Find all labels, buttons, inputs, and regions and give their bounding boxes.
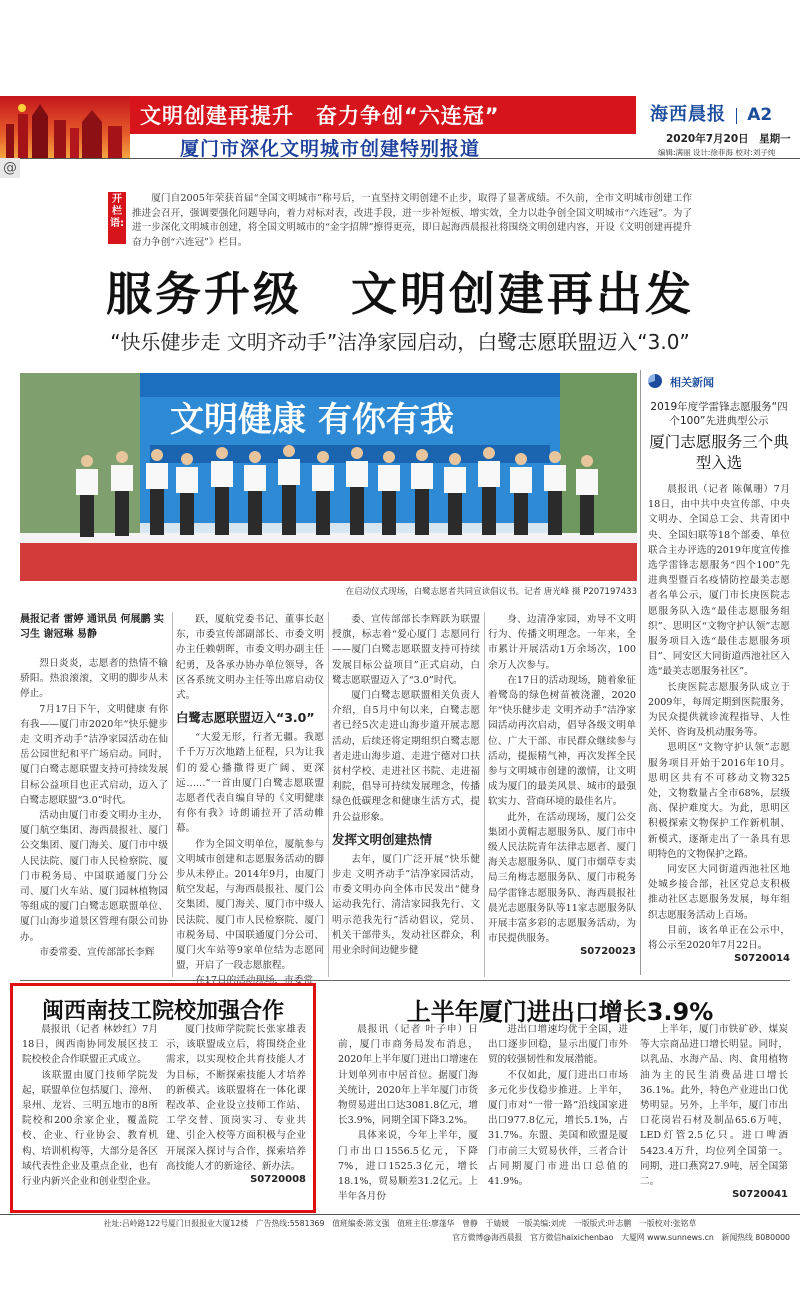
article-col-3b-text	[332, 852, 480, 958]
article-col-1	[20, 612, 168, 960]
paragraph: 作为全国文明单位，厦航参与文明城市创建和志愿服务活动的脚步从未停止。2014年9月，由厦门航空发起，与海西晨报社、厦门公交集团、厦门海关、厦门市中级人民法院、厦门市人民检察院、厦门市税务局、中国联通厦门分公司、厦门火车站等9家单位结为志愿同盟，开启了一段志愿旅程。	[176, 838, 324, 972]
main-article-code: S0720023	[580, 946, 636, 958]
article-col-4	[488, 612, 636, 957]
paragraph: 晨报讯（记者 叶子申）日前，厦门市商务局发布消息，2020年上半年厦门进出口增速在计划单列市中居首位。据厦门海关统计，2020年上半年厦门市货物贸易进出口达3081.8亿元，增长3.9%，同期全国下降3.2%。	[338, 1024, 478, 1127]
paragraph: “大爱无形，行者无疆。我愿千千万万次地踏上征程，只为让我们的爱心播撒得更广阔、更深远……”一首由厦门白鹭志愿联盟志愿者代表自编自导的《文明健康 有你有我》诗朗诵拉开了活动帷幕。	[176, 732, 324, 835]
article-col-4-text	[488, 612, 636, 946]
paragraph: 去年，厦门广泛开展“快乐健步走 文明齐动手”洁净家园活动，市委文明办向全体市民发出“健身运动我先行、清洁家园我先行、文明示范我先行”活动倡议，党员、机关干部带头，发动社区群众，利用业余时间边健步健	[332, 853, 480, 957]
sidebar-headline-small: 2019年度学雷锋志愿服务“四个100”先进典型公示	[650, 401, 788, 427]
pie-icon	[648, 374, 662, 388]
main-byline: 晨报记者 雷婷 通讯员 何展鹏 实习生 谢冠琳 易静	[20, 614, 164, 640]
paragraph: 该联盟由厦门技师学院发起，联盟单位包括厦门、漳州、泉州、龙岩、三明五地市的8所院校和200余家企业，覆盖院校、企业、行业协会、教育机构、培训机构等，大部分是各区域代表性企业及重点企业，也有行业内新兴企业和创业型企业。	[22, 1069, 158, 1188]
footer-credits: 社址:吕岭路122号厦门日报报业大厦12楼 广告热线:5581369 值班编委:陈文强 值班主任:廖蓬华 曾静 于婧媛 一版美编:刘虎 一版版式:叶志鹏 一版校对:张铭草	[103, 1219, 697, 1228]
paragraph: 长庚医院志愿服务队成立于2009年，每周定期到医院服务，为民众提供就诊流程指导、人性关怀、咨询及机动服务等。	[648, 681, 790, 739]
paragraph: 目前，该名单正在公示中，将公示至2020年7月22日。	[648, 924, 790, 952]
article-col-2b-text	[176, 730, 324, 988]
paragraph: 市委常委、宣传部部长李辉	[39, 946, 155, 958]
paragraph: 同安区大同街道西池社区地处城乡接合部，社区党总支积极推动社区志愿服务发展，每年组织志愿服务活动上百场。	[648, 864, 790, 921]
skyline-illustration	[0, 96, 130, 158]
story2-code: S0720008	[250, 1174, 306, 1186]
paragraph: 在17日的活动现场，随着象征着鹭岛的绿色树苗被浇灌，2020年“快乐健步走 文明齐动手”洁净家园活动再次启动，倡导各级文明单位、广大干部、市民群众继续参与活动，提振精气神，再次发挥全民参与文明城市创建的激情，让文明成为厦门的最美风景、城市的最强软实力、营商环境的最佳名片。	[488, 674, 636, 808]
subhead-enthusiasm: 发挥文明创建热情	[332, 831, 433, 847]
paragraph: 不仅如此，厦门进出口市场多元化步伐稳步推进。上半年，厦门市对“一带一路”沿线国家进出口977.8亿元，增长5.1%，占31.7%。东盟、美国和欧盟是厦门市前三大贸易伙伴，三者合计占同期厦门市进出口总值的41.9%。	[488, 1069, 628, 1188]
article-col-3	[332, 612, 480, 958]
sidebar-body	[648, 482, 790, 953]
page-number: A2	[747, 105, 773, 125]
paragraph: 厦门白鹭志愿联盟相关负责人介绍，自5月中旬以来，白鹭志愿者已经5次走进山海步道开展志愿活动，后续还将定期组织白鹭志愿者走进山海步道、走进宁德对口扶贫村学校、走进社区书院、走进福利院，倡导可持续发展理念，传播绿色低碳理念和健康生活方式，提升公益形象。	[332, 690, 480, 823]
paragraph: 晨报讯（记者 林妙红）7月18日，闽西南协同发展区技工院校校企合作联盟正式成立。	[22, 1024, 158, 1066]
paragraph: 烈日炎炎，志愿者的热情不输骄阳。热浪滚滚，文明的脚步从未停止。	[20, 658, 168, 700]
banner-left-skyline	[0, 96, 130, 158]
paragraph: 跃，厦航党委书记、董事长赵东，市委宣传部副部长、市委文明办主任赖朝晖，市委文明办副主任纪勇，及各承办协办单位领导，各区各系统文明办主任等出席启动仪式。	[176, 614, 324, 702]
story3-col-1-text	[338, 1022, 478, 1204]
story2-col-2-text	[166, 1022, 306, 1174]
story3-code: S0720041	[732, 1189, 788, 1201]
sidebar-headline-big: 厦门志愿服务三个典型入选	[649, 433, 789, 472]
paragraph: 7月17日下午，文明健康 有你有我——厦门市2020年“快乐健步走 文明齐动手”洁净家园活动在仙岳公园世纪和平广场启动。同时，厦门白鹭志愿联盟支持可持续发展目标公益项目也正式启动，迈入了白鹭志愿联盟“3.0”时代。	[20, 703, 168, 806]
paragraph: 具体来说，今年上半年，厦门市出口1556.5亿元，下降7%，进口1525.3亿元，增长18.1%，贸易顺差31.2亿元。上半年各月份	[338, 1130, 478, 1203]
paragraph: 晨报讯（记者 陈佩珊）7月18日，由中共中央宣传部、中央文明办、全国总工会、共青团中央、全国妇联等18个部委、单位联合主办评选的2019年度宣传推选学雷锋志愿服务“四个100”先进典型暨百名疫情防控最美志愿者名单公示，厦门市长庚医院志愿服务队入选“最佳志愿服务组织”、思明区“文物守护认领”志愿服务项目入选“最佳志愿服务项目”、同安区大同街道西池社区入选“最美志愿服务社区”。	[648, 484, 790, 678]
event-photo-scene	[20, 373, 637, 581]
paragraph: 上半年，厦门市铁矿砂、煤炭等大宗商品进口增长明显。同时，以乳品、水海产品、肉、食用植物油为主的民生消费品进口增长36.1%。此外，特色产业进出口优势明显。另外，上半年，厦门市出口花岗岩石材及制品65.6万吨，LED灯管2.5亿只。进口啤酒5423.4万升，均位列全国第一。同期，进口燕窝27.9吨，居全国第二。	[640, 1024, 788, 1188]
intro-label: 开栏语:	[108, 192, 126, 244]
paragraph: 进出口增速均优于全国，进出口逐步回稳，显示出厦门市外贸的较强韧性和发展潜能。	[488, 1024, 628, 1066]
sidebar-code: S0720014	[734, 953, 790, 965]
paragraph: 厦门技师学院院长张家雄表示，该联盟成立后，将围绕企业需求，以实现校企共育技能人才为目标，不断探索技能人才培养的新模式。该联盟将在一体化课程改革、企业设立技师工作站、工学交替、顶岗实习、专业共建、引企入校等方面积极与企业开展深入探讨与合作，探索培养高技能人才的新途径、新办法。	[166, 1024, 306, 1172]
paragraph: 委、宣传部部长李辉跃为联盟授旗，标志着“爱心厦门 志愿同行——厦门白鹭志愿联盟支持可持续发展目标公益项目”正式启动，白鹭志愿联盟迈入了“3.0”时代。	[332, 614, 480, 686]
paragraph: 思明区“文物守护认领”志愿服务项目开始于2016年10月。思明区共有不可移动文物325处，文物数量占全市68%，层级高、保护难度大。为此，思明区积极探索文物保护工作新机制、新模式，逐渐走出了一条具有思明特色的文物保护之路。	[648, 742, 790, 860]
story3-col-3	[640, 1022, 788, 1200]
main-headline: 服务升级 文明创建再出发	[106, 267, 694, 321]
related-news-sidebar	[648, 372, 790, 964]
article-col-2	[176, 612, 324, 989]
at-icon: @	[0, 158, 20, 178]
story3-col-1	[338, 1022, 478, 1204]
paragraph: 此外，在活动现场，厦门公交集团小黄帽志愿服务队、厦门市中级人民法院青年法律志愿者、厦门海关志愿服务队、厦门市烟草专卖局三角梅志愿服务队、厦门市税务局学雷锋志愿服务队、海西晨报社晨光志愿服务队等11家志愿服务队开展丰富多彩的志愿服务活动，为市民提供服务。	[488, 811, 636, 945]
issue-date: 2020年7月20日 星期一	[666, 133, 791, 145]
article-col-2a-text	[176, 612, 324, 703]
related-news-header	[648, 372, 790, 392]
story2-col-1	[22, 1022, 158, 1189]
story3-col-2-text	[488, 1022, 628, 1189]
story2-col-2	[166, 1022, 306, 1185]
story2-headline: 闽西南技工院校加强合作	[41, 999, 284, 1024]
paragraph: 身、边清净家园，劝导不文明行为、传播文明理念。一年来，全市累计开展活动1万余场次，100余万人次参与。	[488, 614, 636, 671]
intro-text: 厦门自2005年荣获首届“全国文明城市”称号后，一直坚持文明创建不止步，取得了显著成绩。不久前，全市文明城市创建工作推进会召开，强调要强化问题导向，着力对标对表，改进手段，进一步补短板、增实效，全力以赴争创全国文明城市“六连冠”。为了进一步深化文明城市创建，将全国文明城市的“金字招牌”擦得更亮，即日起海西晨报社将围绕文明创建内容，开设《文明创建再提升 奋力争创“六连冠”》栏目。	[132, 193, 702, 248]
editors-credit: 编辑:满丽 设计:徐菲海 校对:刘子纯	[658, 148, 776, 157]
paragraph: 活动由厦门市委文明办主办，厦门航空集团、海西晨报社、厦门公交集团、厦门海关、厦门市中级人民法院、厦门市人民检察院、厦门市税务局、中国联通厦门分公司、厦门火车站、厦门园林植物园等组成的厦门白鹭志愿联盟单位、厦门山海步道景区管理有限公司协办。	[20, 810, 168, 943]
photo-caption: 在启动仪式现场，白鹭志愿者共同宣读倡议书。记者 唐光峰 摄 P207197433	[345, 587, 637, 597]
header-banner	[0, 96, 636, 158]
banner-title: 文明创建再提升 奋力争创“六连冠”	[140, 104, 500, 128]
subhead-alliance: 白鹭志愿联盟迈入“3.0”	[176, 710, 315, 726]
masthead-logo: 海西晨报	[650, 104, 726, 125]
paragraph: 在17日的活动现场，市委常	[195, 975, 313, 987]
story3-col-2	[488, 1022, 628, 1189]
story3-headline: 上半年厦门进出口增长3.9%	[406, 998, 714, 1026]
story2-col-1-text	[22, 1022, 158, 1189]
main-subheadline: “快乐健步走 文明齐动手”洁净家园启动，白鹭志愿联盟迈入“3.0”	[110, 330, 690, 354]
banner-subtitle: 厦门市深化文明城市创建特别报道	[180, 138, 481, 160]
related-news-label: 相关新闻	[670, 376, 714, 389]
header-rule	[0, 158, 800, 159]
photo-backdrop-text: 文明健康 有你有我	[170, 400, 454, 440]
article-col-3a-text	[332, 612, 480, 825]
event-photo	[20, 373, 637, 581]
footer-social: 官方微博@海西晨报 官方微信haixichenbao 大厦网 www.sunnews.cn 新闻热线 8080000	[452, 1233, 790, 1242]
story3-col-3-text	[640, 1022, 788, 1189]
masthead	[650, 100, 800, 126]
article-col-1-text	[20, 656, 168, 960]
